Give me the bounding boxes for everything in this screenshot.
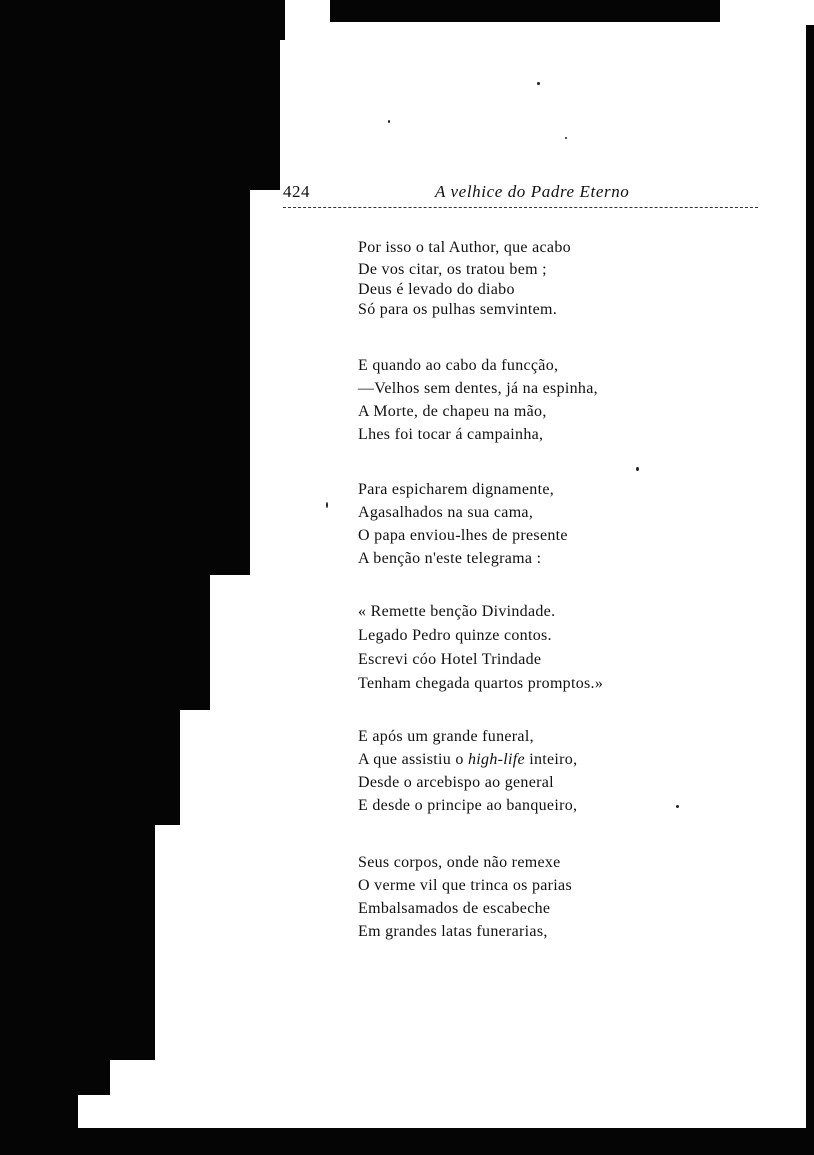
stanza-2 (358, 355, 688, 447)
running-title: A velhice do Padre Eterno (435, 182, 630, 201)
poem-line: —Velhos sem dentes, já na espinha, (358, 380, 598, 397)
paper-speck (326, 502, 328, 508)
poem-line: Escrevi cóo Hotel Trindade (358, 651, 542, 668)
poem-line: A Morte, de chapeu na mão, (358, 403, 547, 420)
scan-shadow-band-5 (0, 820, 155, 1060)
poem-line: A benção n'este telegrama : (358, 550, 542, 567)
page-header (283, 182, 758, 208)
scan-shadow-top-strip (330, 0, 720, 22)
stanza-4 (358, 601, 688, 697)
poem-line: Para espicharem dignamente, (358, 481, 555, 498)
paper-speck (565, 137, 567, 139)
stanza-3 (358, 479, 688, 571)
paper-speck (636, 467, 639, 471)
poem-line: O verme vil que trinca os parias (358, 877, 572, 894)
poem-line: E quando ao cabo da funcção, (358, 357, 559, 374)
poem-line: Agasalhados na sua cama, (358, 504, 534, 521)
poem-line: « Remette benção Divindade. (358, 603, 556, 620)
scan-shadow-band-3 (0, 570, 210, 710)
scan-shadow-band-4 (0, 705, 180, 825)
scan-shadow-band-2 (0, 185, 250, 575)
poem-line: Embalsamados de escabeche (358, 900, 551, 917)
poem-line: Por isso o tal Author, que acabo (358, 239, 571, 256)
stanza-6 (358, 852, 688, 944)
poem-line: Desde o arcebispo ao general (358, 774, 554, 791)
poem-line: Só para os pulhas semvintem. (358, 301, 558, 318)
poem-line: Tenham chegada quartos promptos.» (358, 675, 604, 692)
scan-shadow-band-6 (0, 1055, 110, 1095)
poem-line: Deus é levado do diabo (358, 281, 515, 298)
page-number: 424 (283, 182, 310, 201)
stanza-1 (358, 237, 688, 321)
poem-line: E desde o principe ao banqueiro, (358, 797, 578, 814)
scan-shadow-right (806, 25, 814, 1130)
stanza-5 (358, 726, 688, 818)
paper-speck (388, 120, 390, 123)
poem-line: A que assistiu o high-life inteiro, (358, 751, 578, 768)
poem-line: Lhes foi tocar á campainha, (358, 426, 544, 443)
paper-speck (537, 82, 540, 85)
poem-line: E após um grande funeral, (358, 728, 534, 745)
poem-line: O papa enviou-lhes de presente (358, 527, 568, 544)
header-rule (283, 207, 758, 208)
poem-line: Legado Pedro quinze contos. (358, 627, 552, 644)
scan-shadow-bottom (0, 1128, 814, 1155)
poem-line: Seus corpos, onde não remexe (358, 854, 561, 871)
poem-line: De vos citar, os tratou bem ; (358, 261, 547, 278)
scan-shadow-band-1 (0, 0, 280, 190)
poem-line: Em grandes latas funerarias, (358, 923, 548, 940)
